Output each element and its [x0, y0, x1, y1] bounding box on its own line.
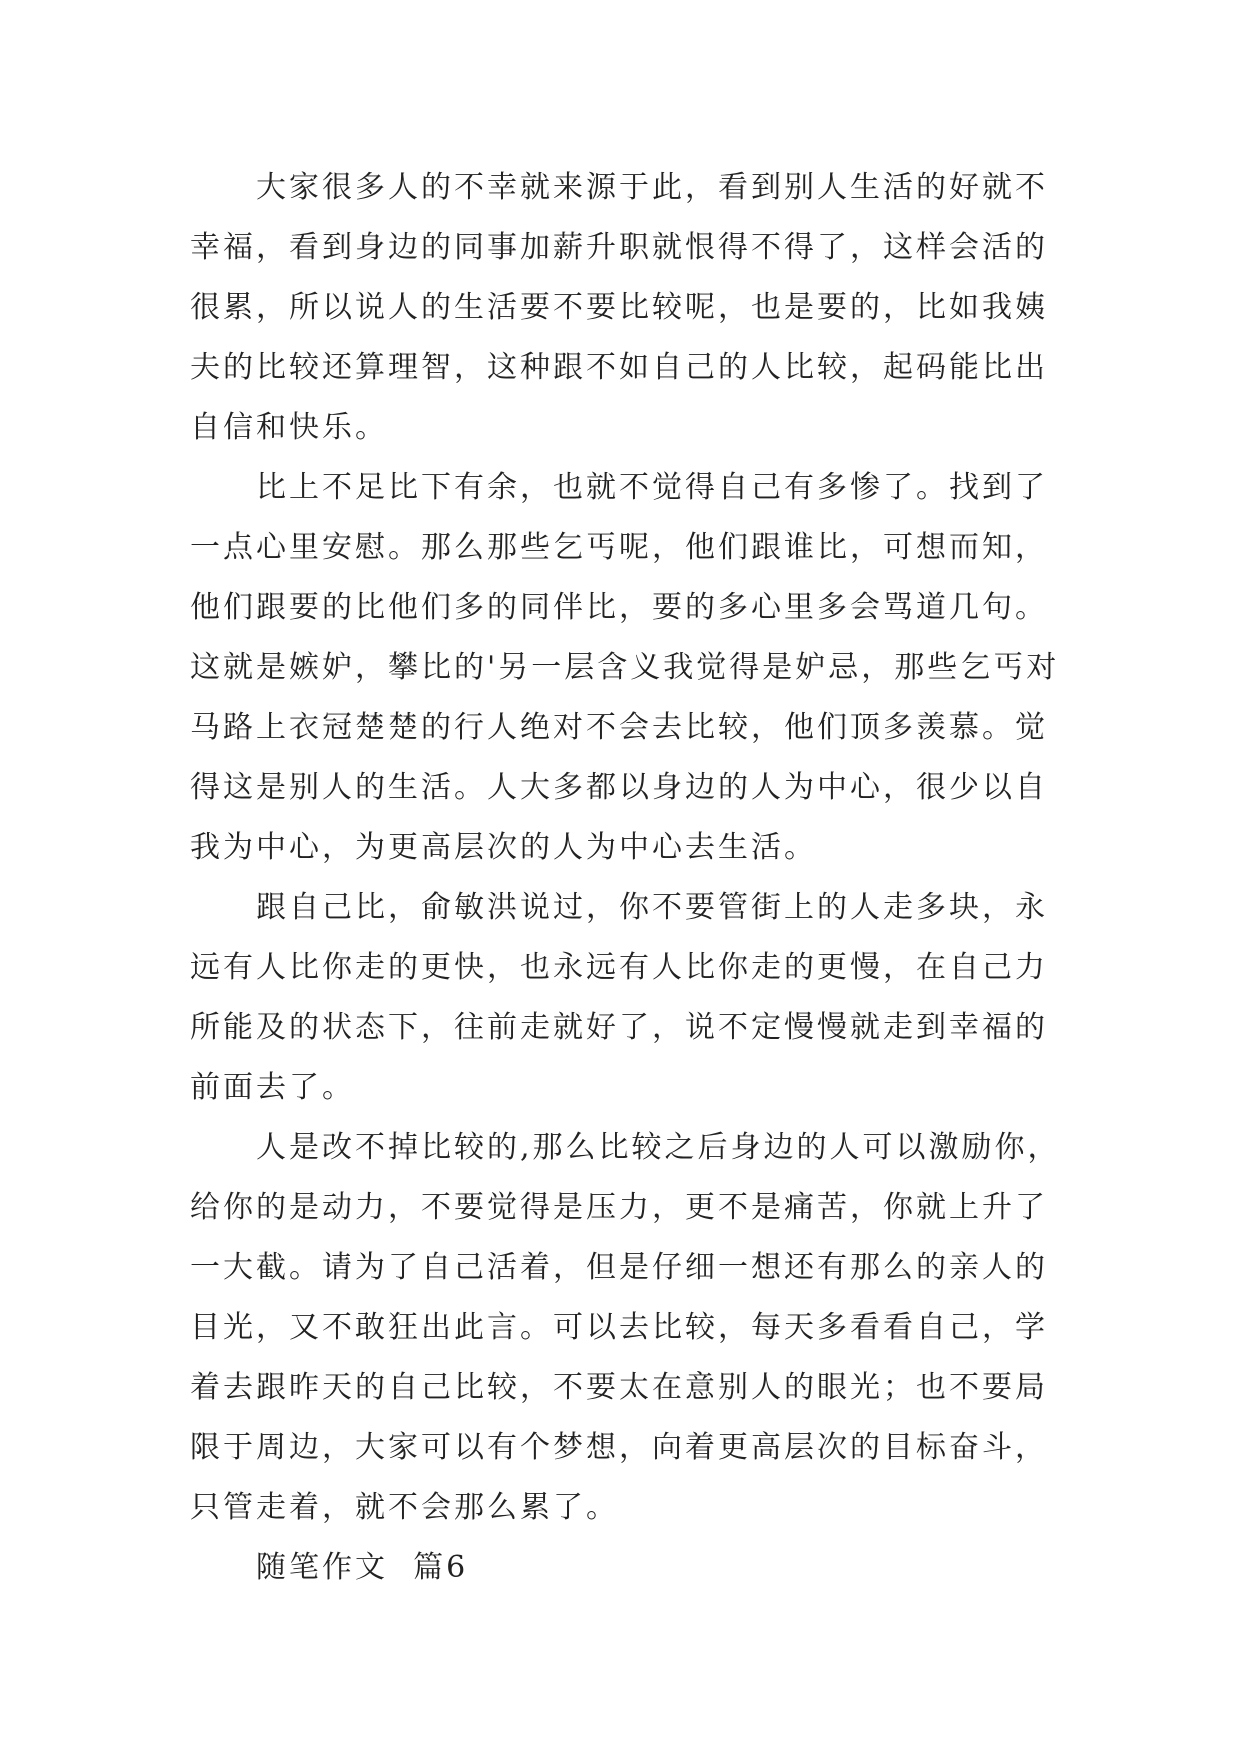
paragraph-2: 比上不足比下有余，也就不觉得自己有多惨了。找到了一点心里安慰。那么那些乞丐呢，他们跟谁比，可想而知，他们跟要的比他们多的同伴比，要的多心里多会骂道几句。这就是嫉妒，攀比的'另一层含义我觉得是妒忌，那些乞丐对马路上衣冠楚楚的行人绝对不会去比较，他们顶多羡慕。觉得这是别人的生活。人大多都以身边的人为中心，很少以自我为中心，为更高层次的人为中心去生活。: [190, 470, 1060, 865]
section-heading: 随笔作文 篇6: [256, 1550, 469, 1585]
paragraph-1: 大家很多人的不幸就来源于此，看到别人生活的好就不幸福，看到身边的同事加薪升职就恨得不得了，这样会活的很累，所以说人的生活要不要比较呢，也是要的，比如我姨夫的比较还算理智，这种跟不如自己的人比较，起码能比出自信和快乐。: [190, 170, 1048, 445]
document-body: [190, 158, 1070, 1598]
paragraph-4: 人是改不掉比较的,那么比较之后身边的人可以激励你，给你的是动力，不要觉得是压力，更不是痛苦，你就上升了一大截。请为了自己活着，但是仔细一想还有那么的亲人的目光，又不敢狂出此言。可以去比较，每天多看看自己，学着去跟昨天的自己比较，不要太在意别人的眼光；也不要局限于周边，大家可以有个梦想，向着更高层次的目标奋斗，只管走着，就不会那么累了。: [190, 1130, 1061, 1525]
paragraph-3: 跟自己比，俞敏洪说过，你不要管街上的人走多块，永远有人比你走的更快，也永远有人比你走的更慢，在自己力所能及的状态下，往前走就好了，说不定慢慢就走到幸福的前面去了。: [190, 890, 1048, 1105]
